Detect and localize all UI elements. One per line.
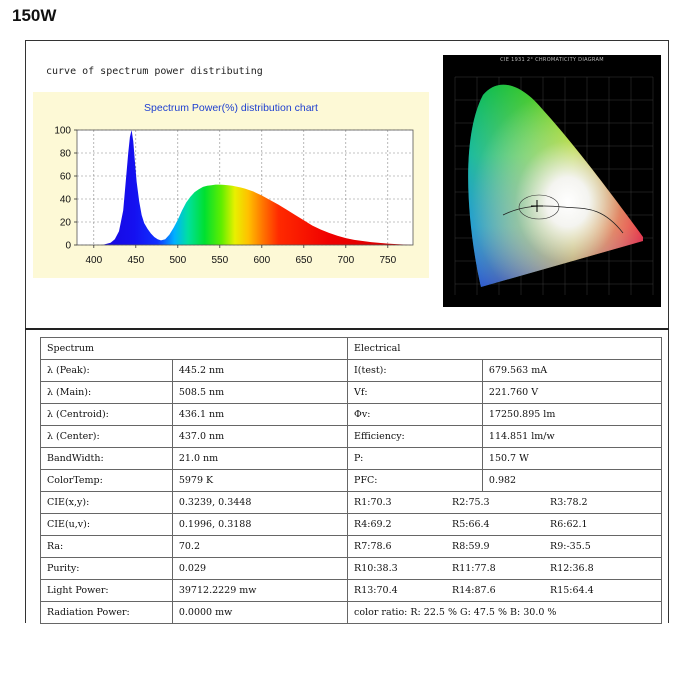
y-tick-label: 40 — [59, 194, 71, 206]
spectrum-value: 437.0 nm — [172, 426, 347, 448]
table-row — [41, 536, 662, 558]
render-index: R13:70.4 — [354, 585, 398, 596]
spectrum-label: λ (Center): — [41, 426, 173, 448]
table-row — [41, 382, 662, 404]
table-row — [41, 514, 662, 536]
render-index-cell — [348, 580, 662, 602]
table-row — [41, 448, 662, 470]
x-tick-label: 700 — [337, 255, 355, 266]
cie-plot — [443, 55, 661, 307]
render-index: R5:66.4 — [452, 519, 490, 530]
spectrum-value: 0.3239, 0.3448 — [172, 492, 347, 514]
spectrum-value: 5979 K — [172, 470, 347, 492]
render-index: R9:-35.5 — [550, 541, 591, 552]
render-index: R10:38.3 — [354, 563, 398, 574]
spectrum-label: CIE(u,v): — [41, 514, 173, 536]
render-index: R7:78.6 — [354, 541, 392, 552]
x-tick-label: 750 — [379, 255, 397, 266]
color-ratio: color ratio: R: 22.5 % G: 47.5 % B: 30.0 % — [348, 602, 662, 624]
render-index: R8:59.9 — [452, 541, 490, 552]
render-index: R12:36.8 — [550, 563, 594, 574]
spectrum-value: 508.5 nm — [172, 382, 347, 404]
spectrum-chart — [33, 92, 429, 278]
render-index: R4:69.2 — [354, 519, 392, 530]
electrical-header: Electrical — [348, 338, 662, 360]
spectrum-header: Spectrum — [41, 338, 348, 360]
electrical-value: 0.982 — [482, 470, 661, 492]
table-row — [41, 580, 662, 602]
page-title: 150W — [12, 6, 57, 25]
spectrum-value: 39712.2229 mw — [172, 580, 347, 602]
electrical-label: Vf: — [348, 382, 483, 404]
table-row — [41, 360, 662, 382]
spectrum-value: 0.0000 mw — [172, 602, 347, 624]
spectrum-value: 445.2 nm — [172, 360, 347, 382]
table-row — [41, 492, 662, 514]
render-index-cell — [348, 514, 662, 536]
x-tick-label: 600 — [253, 255, 271, 266]
table-row — [41, 470, 662, 492]
x-tick-label: 550 — [211, 255, 229, 266]
cie-chromaticity-diagram — [443, 55, 661, 307]
x-tick-label: 400 — [85, 255, 103, 266]
electrical-value: 17250.895 lm — [482, 404, 661, 426]
electrical-label: I(test): — [348, 360, 483, 382]
x-tick-label: 500 — [169, 255, 187, 266]
table-row — [41, 426, 662, 448]
spectrum-label: Light Power: — [41, 580, 173, 602]
y-tick-label: 0 — [65, 240, 71, 252]
spectrum-label: Ra: — [41, 536, 173, 558]
table-row — [41, 404, 662, 426]
y-tick-label: 100 — [54, 125, 71, 137]
cie-title: CIE 1931 2° CHROMATICITY DIAGRAM — [500, 57, 604, 63]
spectrum-label: CIE(x,y): — [41, 492, 173, 514]
measurement-table — [40, 337, 662, 624]
spectrum-label: λ (Centroid): — [41, 404, 173, 426]
electrical-label: Φv: — [348, 404, 483, 426]
render-index-cell — [348, 558, 662, 580]
curve-label: curve of spectrum power distributing — [46, 66, 263, 77]
spectrum-value: 21.0 nm — [172, 448, 347, 470]
render-index-cell — [348, 536, 662, 558]
render-index: R2:75.3 — [452, 497, 490, 508]
table-row — [41, 602, 662, 624]
table-header-row — [41, 338, 662, 360]
electrical-value: 150.7 W — [482, 448, 661, 470]
render-index: R15:64.4 — [550, 585, 594, 596]
electrical-value: 679.563 mA — [482, 360, 661, 382]
render-index-cell — [348, 492, 662, 514]
render-index: R14:87.6 — [452, 585, 496, 596]
table-row — [41, 558, 662, 580]
spectrum-label: λ (Main): — [41, 382, 173, 404]
spectrum-value: 0.029 — [172, 558, 347, 580]
spectrum-value: 0.1996, 0.3188 — [172, 514, 347, 536]
x-tick-label: 650 — [295, 255, 313, 266]
spectrum-label: BandWidth: — [41, 448, 173, 470]
spectrum-value: 70.2 — [172, 536, 347, 558]
render-index: R1:70.3 — [354, 497, 392, 508]
spectrum-label: λ (Peak): — [41, 360, 173, 382]
spectrum-label: Purity: — [41, 558, 173, 580]
y-tick-label: 60 — [59, 171, 71, 183]
electrical-value: 114.851 lm/w — [482, 426, 661, 448]
electrical-label: Efficiency: — [348, 426, 483, 448]
electrical-label: P: — [348, 448, 483, 470]
y-tick-label: 20 — [59, 217, 71, 229]
spectrum-value: 436.1 nm — [172, 404, 347, 426]
section-divider — [25, 328, 669, 330]
render-index: R6:62.1 — [550, 519, 588, 530]
y-tick-label: 80 — [59, 148, 71, 160]
electrical-value: 221.760 V — [482, 382, 661, 404]
chart-title: Spectrum Power(%) distribution chart — [144, 102, 318, 114]
x-tick-label: 450 — [127, 255, 145, 266]
spectrum-plot — [33, 92, 429, 278]
spectrum-label: ColorTemp: — [41, 470, 173, 492]
spectrum-label: Radiation Power: — [41, 602, 173, 624]
cie-white-region — [468, 85, 643, 287]
render-index: R11:77.8 — [452, 563, 496, 574]
render-index: R3:78.2 — [550, 497, 588, 508]
electrical-label: PFC: — [348, 470, 483, 492]
